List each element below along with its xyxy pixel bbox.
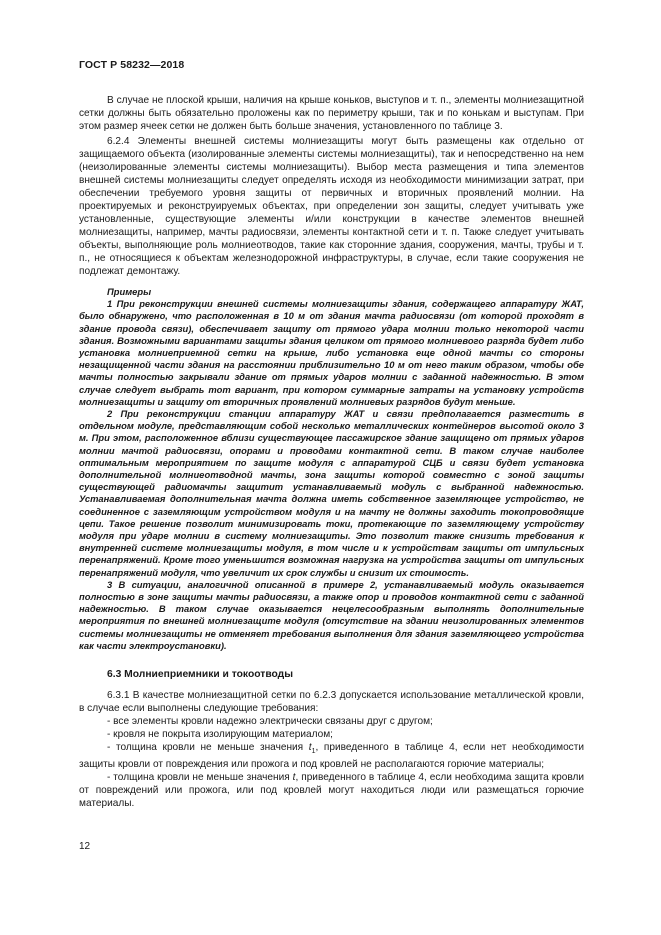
- requirement-item-4: [79, 771, 584, 810]
- page-number: 12: [79, 841, 91, 852]
- variable-t: t: [292, 772, 296, 784]
- standard-header: ГОСТ Р 58232—2018: [79, 59, 185, 71]
- section-title: 6.3 Молниеприемники и токоотводы: [107, 669, 293, 681]
- example-1: 1 При реконструкции внешней системы молниезащиты здания, содержащего аппаратуру ЖАТ, было обнаружено, что расположенная в 10 м от здания мачта радиосвязи (от которой проходят в здание провода связи), обеспечивает защиту от прямого удара молнии только некоторой части здания. Возможными вариантами защиты здания целиком от прямого молниевого разряда будет либо установка молниеприемной сетки на крыше, либо установка еще одной мачты со стороны незащищенной части здания на расстоянии приблизительно 10 м от него таким образом, чтобы обе мачты полностью закрывали здание от прямых ударов молнии с заданной надежностью. В этом случае следует выбрать тот вариант, при котором суммарные затраты на установку устройств молниезащиты и защиту от вторичных проявлений молниевых разрядов будут меньше.: [79, 298, 584, 407]
- example-3: 3 В ситуации, аналогичной описанной в примере 2, устанавливаемый модуль оказывается полностью в зоне защиты мачты радиосвязи, а также опор и проводов контактной сети с заданной надежностью. В таком случае оказывается нецелесообразным выполнять дополнительные мероприятия по внешней молниезащите модуля (отсутствие на здании неизолированных элементов системы молниезащиты не отменяет требования выполнения для здания заземляющего устройства как части электроустановки).: [79, 578, 584, 651]
- requirement-item-2: - кровля не покрыта изолирующим материалом;: [107, 729, 333, 741]
- variable-subscript: 1: [311, 748, 316, 756]
- item-3-text-end: , приведенного в таблице 4, если нет необходимости защиты кровли от повреждения или прожога и под кровлей не располагаются горючие материалы;: [79, 742, 584, 771]
- paragraph-roof-mesh: В случае не плоской крыши, наличия на крыше коньков, выступов и т. п., элементы молниезащитной сетки должны быть обязательно проложены как по периметру крыши, так и по конькам и выступам. При этом размер ячеек сетки не должен быть больше значения, установленного по таблице 3.: [79, 95, 584, 132]
- paragraph-6-2-4: 6.2.4 Элементы внешней системы молниезащиты могут быть размещены как отдельно от защищаемого объекта (изолированные элементы системы молниезащиты), так и непосредственно на нем (неизолированные элементы системы молниезащиты). Выбор места размещения и типа элементов внешней системы молниезащиты следует определять исходя из необходимости минимизации затрат, при обеспечении требуемого уровня защиты от первичных и вторичных проявлений молнии. На проектируемых и реконструируемых объектах, при определении зон защиты, следует учитывать уже установленные, существующие элементы и/или конструкции в качестве элементов внешней молниезащиты, например, мачты радиосвязи, элементы контактной сети и т. п. Также следует учитывать объекты, выполняющие роль молниеотводов, такие как сторонние здания, сооружения, мачты, трубы и т. п., не относящиеся к объектам железнодорожной инфраструктуры, в случае, если такие сооружения не подлежат демонтажу.: [79, 136, 584, 277]
- example-2: 2 При реконструкции станции аппаратуру ЖАТ и связи предполагается разместить в отдельном модуле, представляющим собой несколько металлических контейнеров высотой около 3 м. При этом, расположенное вблизи существующее пассажирское здание защищено от прямых ударов молнии мачтой радиосвязи, опорами и проводами контактной сети. В таком случае наиболее оптимальным мероприятием по защите модуля с аппаратурой СЦБ и связи будет установка дополнительной молниеотводной мачты, зона защиты которой совместно с зоной защиты существующей радиомачты защитит устанавливаемый модуль с выбранной надежностью. Устанавливаемая дополнительная мачта должна иметь собственное заземляющее устройство, не соединенное с заземляющим устройством модуля и на мачту не должны заходить токопроводящие цепи. Такое решение позволит минимизировать токи, протекающие по заземляющему устройству модуля при ударе молнии в систему молниезащиты. Это позволит также снизить требования к внутренней системе молниезащиты модуля, в том числе и к устройствам защиты от импульсных перенапряжений. Кроме того уменьшится возможная нагрузка на устройства защиты от импульсных перенапряжений модуля, что увеличит их срок службы и снизит их стоимость.: [79, 408, 584, 578]
- examples-heading: Примеры: [107, 286, 152, 297]
- requirement-item-3: [79, 741, 584, 771]
- variable-t: t: [308, 742, 312, 754]
- item-4-text-end: , приведенного в таблице 4, если необходима защита кровли от повреждений или прожога, или под кровлей могут находиться люди или размещаться горючие материалы.: [79, 772, 585, 810]
- item-4-text-start: - толщина кровли не меньше значения: [107, 772, 293, 784]
- item-3-text-start: - толщина кровли не меньше значения: [107, 742, 309, 754]
- document-body: [79, 94, 584, 810]
- requirement-item-1: - все элементы кровли надежно электрически связаны друг с другом;: [107, 716, 433, 728]
- paragraph-6-3-1: 6.3.1 В качестве молниезащитной сетки по 6.2.3 допускается использование металлической кровли, в случае если выполнены следующие требования:: [79, 690, 584, 715]
